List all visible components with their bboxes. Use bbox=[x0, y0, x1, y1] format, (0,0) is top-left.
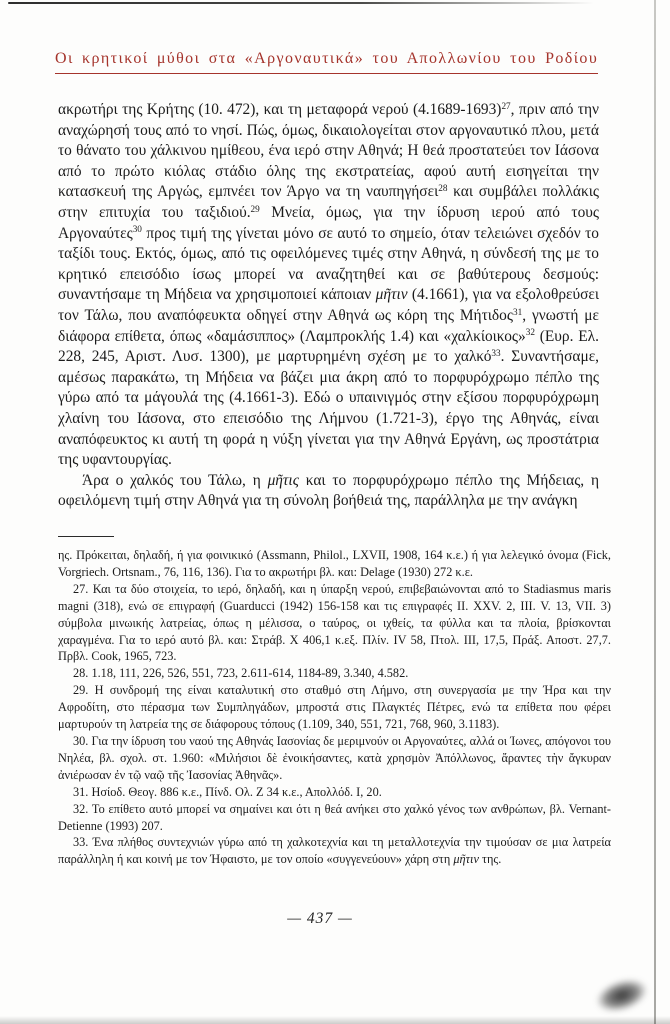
footnote-reference: 32 bbox=[525, 327, 535, 338]
text-run: (Ευρ. Ελ. 228, 245, Αριστ. Λυσ. 1300), με μαρτυρημένη σχέση με το χαλκό bbox=[58, 327, 599, 366]
text-run: 31. Ησίοδ. Θεογ. 886 κ.ε., Πίνδ. Ολ. Ζ 34 κ.ε., Απολλόδ. I, 20. bbox=[73, 784, 382, 799]
italic-term: μῆτις bbox=[267, 471, 299, 489]
footnote-paragraph bbox=[58, 682, 611, 733]
scan-artifact-smudge bbox=[580, 959, 657, 1024]
page-title: Οι κρητικοί μύθοι στα «Αργοναυτικά» του Απολλωνίου του Ροδίου bbox=[55, 50, 598, 74]
italic-term: μῆτιν bbox=[453, 852, 479, 867]
footnote-reference: 29 bbox=[250, 203, 260, 214]
footnote-reference: 30 bbox=[132, 224, 142, 235]
body-paragraph bbox=[58, 471, 599, 512]
text-run: προς τιμή της γίνεται μόνο σε αυτό το σημείο, όταν τελειώνει σχεδόν το ταξίδι τους. Εκτός, όμως, από τις οφειλόμενες τιμές στην Αθηνά, η σύνδεσή της με το κρητικό επεισόδιο ίσως μπορεί να αναζητηθεί και σε βαθύτερους δεσμούς: συναντήσαμε τη Μήδεια να χρησιμοποιεί κάποιαν bbox=[58, 224, 599, 304]
footnote-paragraph bbox=[58, 834, 611, 868]
footnote-paragraph bbox=[58, 547, 611, 581]
scan-artifact-right-edge bbox=[654, 0, 656, 1024]
footnote-reference: 33 bbox=[491, 348, 501, 359]
body-text bbox=[58, 100, 599, 512]
text-run: Άρα ο χαλκός του Τάλω, η bbox=[82, 471, 268, 489]
text-run: της. bbox=[478, 852, 502, 867]
scan-artifact-top-edge bbox=[8, 2, 594, 4]
text-run: 29. Η συνδρομή της είναι καταλυτική στο σταθμό στη Λήμνο, στη συνεργασία με την Ήρα και την Αφροδίτη, στο πέρασμα των Συμπληγάδων, μπροστά στις Πλαγκτές Πέτρες, ενώ τα επίθετα που φέρει μαρτυρούν τη λατρεία της σε διάφορους τόπους (1.109, 340, 551, 721, 768, 960, 3.1183). bbox=[58, 683, 611, 732]
footnote-paragraph bbox=[58, 784, 611, 801]
page-number: — 437 — bbox=[287, 910, 353, 927]
footnote-paragraph bbox=[58, 801, 611, 835]
text-run: , πριν από την αναχώρησή τους από το νησί. Πώς, όμως, δικαιολογείται στον αργοναυτικό πλου, μετά το θάνατο του χάλκινου ημίθεου, ένα ιερό στην Αθηνά; Η θεά προστατεύει τον Ιάσονα από το πρώτο κιόλας στάδιο όλης της εκστρατείας, αφού αυτή εισηγείται την κατασκευή της Αργώς, εμπνέει τον Άργο να τη ναυπηγήσει bbox=[58, 101, 599, 201]
text-run: Μνεία, όμως, για την ίδρυση ιερού από τους Αργοναύτες bbox=[58, 203, 599, 242]
footnotes-block bbox=[58, 547, 611, 868]
text-run: , γνωστή με διάφορα επίθετα, όπως «δαμάσιππος» (Λαμπροκλής 1.4) και «χαλκίοικος» bbox=[58, 306, 599, 345]
footnote-paragraph bbox=[58, 665, 611, 682]
italic-term: μῆτιν bbox=[375, 286, 408, 304]
text-run: (4.1661), για να εξολοθρεύσει τον Τάλω, που αναπόφευκτα οδηγεί στην Αθηνά ως κόρη της Μήτιδος bbox=[58, 286, 600, 324]
footnote-reference: 28 bbox=[438, 183, 448, 194]
text-run: 33. Ένα πλήθος συντεχνιών γύρω από τη χαλκοτεχνία και τη μεταλλοτεχνία την τιμούσαν σε μια λατρεία παράλληλη ή και κοινή με τον Ήφαιστο, με τον οποίο «συγγενεύουν» χάρη στη bbox=[58, 835, 611, 867]
footnote-paragraph bbox=[58, 581, 611, 666]
running-head bbox=[55, 50, 599, 74]
footnote-reference: 31 bbox=[512, 306, 523, 317]
footnote-separator bbox=[58, 536, 114, 537]
text-run: 28. 1.18, 111, 226, 526, 551, 723, 2.611-614, 1184-89, 3.340, 4.582. bbox=[73, 666, 409, 681]
footnote-paragraph bbox=[58, 733, 611, 784]
text-run: 32. Το επίθετο αυτό μπορεί να σημαίνει και ότι η θεά ανήκει στο χαλκό γένος των ανθρώπων, βλ. Vernant-Detienne (1993) 207. bbox=[58, 801, 611, 833]
scan-artifact-bottom-shadow bbox=[0, 1016, 670, 1024]
text-run: . Συναντήσαμε, αμέσως παρακάτω, τη Μήδεια να βάζει μια άκρη από το πορφυρόχρωμο πέπλο της γύρω από τα μάγουλά της (4.1661-3). Εδώ ο υπαινιγμός στην εξίσου πορφυρόχρωμη χλαίνη του Ιάσονα, στο επεισόδιο της Λήμνου (1.721-3), έργο της Αθηνάς, είναι αναπόφευκτος κι αυτή τη φορά η νύξη γίνεται για την Αθηνά Εργάνη, ως προστάτρια της υφαντουργίας. bbox=[58, 348, 599, 469]
text-run: ης. Πρόκειται, δηλαδή, ή για φοινικικό (Assmann, Philol., LXVII, 1908, 164 κ.ε.) ή για λελεγικό όνομα (Fick, Vorgriech. Ortsnam., 76, 116, 136). Για το ακρωτήρι βλ. και: Delage (1930) 272 κ.ε. bbox=[58, 548, 611, 579]
body-paragraph bbox=[58, 100, 599, 471]
text-run: 27. Και τα δύο στοιχεία, το ιερό, δηλαδή, και η ύπαρξη νερού, επιβεβαιώνονται από το Stadiasmus maris magni (318), ενώ σε επιγραφή (Guarducci (1942) 156-158 και τις επιγραφές II. XXV. 2, III. V. 13, VII. 3) σύμβολα μινωικής λατρείας, όπως η μέλισσα, ο ταύρος, οι ιχθείς, τα φύλλα και τα πλοία, βρίσκονται χαραγμένα. Για το ιερό αυτό βλ. και: Στράβ. X 406,1 κ.εξ. Πλίν. IV 58, Πτολ. III, 17,5, Πράξ. Αποστ. 27,7. Πρβλ. Cook, 1965, 723. bbox=[58, 581, 611, 664]
text-run: ακρωτήρι της Κρήτης (10. 472), και τη μεταφορά νερού (4.1689-1693) bbox=[58, 101, 502, 118]
text-run: και το πορφυρόχρωμο πέπλο της Μήδειας, η οφειλόμενη τιμή στην Αθηνά για τη σύνολη βοήθειά της, παράλληλα με την ανάγκη bbox=[58, 471, 599, 510]
text-run: 30. Για την ίδρυση του ναού της Αθηνάς Ιασονίας δε μεριμνούν οι Αργοναύτες, αλλά οι Ίωνες, απόγονοι του Νηλέα, βλ. σχολ. στ. 1.960: «Μιλήσιοι δὲ ἐνοικήσαντες, κατὰ χρησμὸν Ἀπόλλωνος, ἄραντες τὴν ἄγκυραν ἀνιέρωσαν ἐν τῷ ναῷ τῆς Ἰασονίας Ἀθηνᾶς». bbox=[58, 733, 611, 782]
text-run: και συμβάλει πολλάκις στην επιτυχία του ταξιδιού. bbox=[58, 183, 599, 221]
footnote-reference: 27 bbox=[501, 100, 511, 111]
